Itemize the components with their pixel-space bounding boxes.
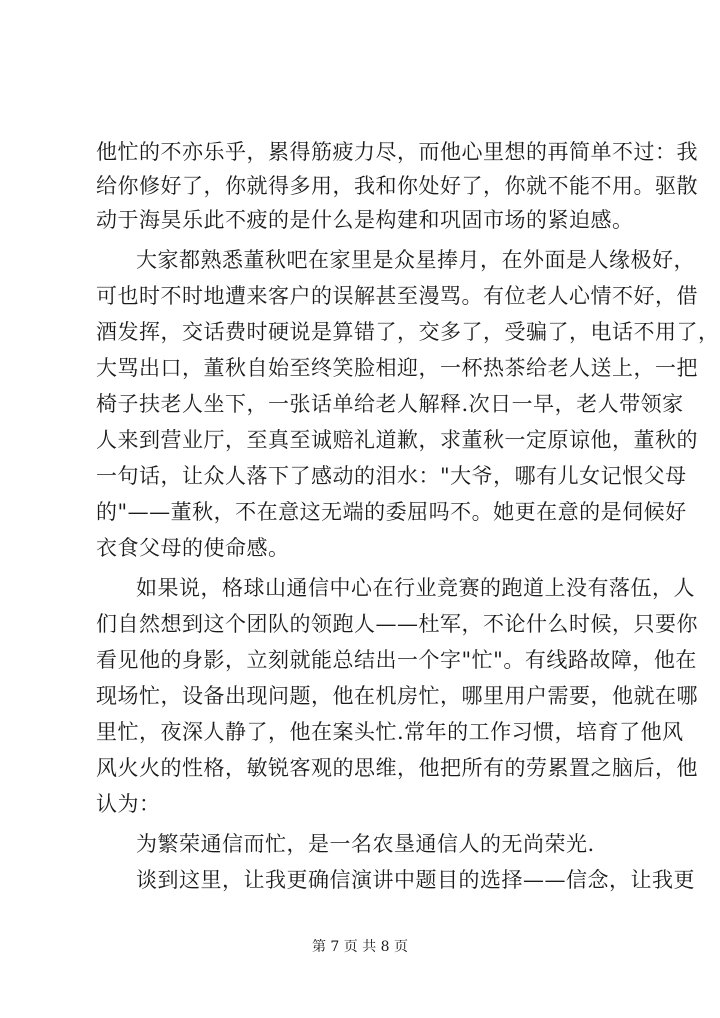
text-line: 的"——董秋，不在意这无端的委屈吗不。她更在意的是伺候好 <box>96 500 687 524</box>
text-line: 一句话，让众人落下了感动的泪水："大爷，哪有儿女记恨父母 <box>96 464 687 488</box>
text-line: 他忙的不亦乐乎，累得筋疲力尽，而他心里想的再简单不过：我 <box>96 140 698 164</box>
text-line: 大家都熟悉董秋吧在家里是众星捧月，在外面是人缘极好， <box>136 248 695 272</box>
text-line: 衣食父母的使命感。 <box>96 536 290 560</box>
text-line: 风火火的性格，敏锐客观的思维，他把所有的劳累置之脑后，他 <box>96 756 698 780</box>
text-line: 大骂出口，董秋自始至终笑脸相迎，一杯热茶给老人送上，一把 <box>96 356 698 380</box>
text-line: 动于海昊乐此不疲的是什么是构建和巩固市场的紧迫感。 <box>96 208 634 232</box>
text-line: 谈到这里，让我更确信演讲中题目的选择——信念，让我更 <box>136 868 695 892</box>
text-line: 酒发挥，交话费时硬说是算错了，交多了，受骗了，电话不用了， <box>96 320 720 344</box>
text-line: 认为： <box>96 792 161 816</box>
text-line: 可也时不时地遭来客户的误解甚至漫骂。有位老人心情不好，借 <box>96 284 698 308</box>
text-line: 现场忙，设备出现问题，他在机房忙，哪里用户需要，他就在哪 <box>96 684 698 708</box>
text-line: 如果说，格球山通信中心在行业竞赛的跑道上没有落伍，人 <box>136 576 695 600</box>
text-line: 为繁荣通信而忙，是一名农垦通信人的无尚荣光. <box>136 832 595 856</box>
text-line: 人来到营业厅，至真至诚赔礼道歉，求董秋一定原谅他，董秋的 <box>96 428 698 452</box>
text-line: 们自然想到这个团队的领跑人——杜军，不论什么时候，只要你 <box>96 612 698 636</box>
text-line: 椅子扶老人坐下，一张话单给老人解释.次日一早，老人带领家 <box>96 392 684 416</box>
text-line: 给你修好了，你就得多用，我和你处好了，你就不能不用。驱散 <box>96 174 698 198</box>
text-line: 看见他的身影，立刻就能总结出一个字"忙"。有线路故障，他在 <box>96 648 697 672</box>
text-line: 里忙，夜深人静了，他在案头忙.常年的工作习惯，培育了他风 <box>96 720 684 744</box>
page-footer: 第 7 页 共 8 页 <box>311 939 409 955</box>
